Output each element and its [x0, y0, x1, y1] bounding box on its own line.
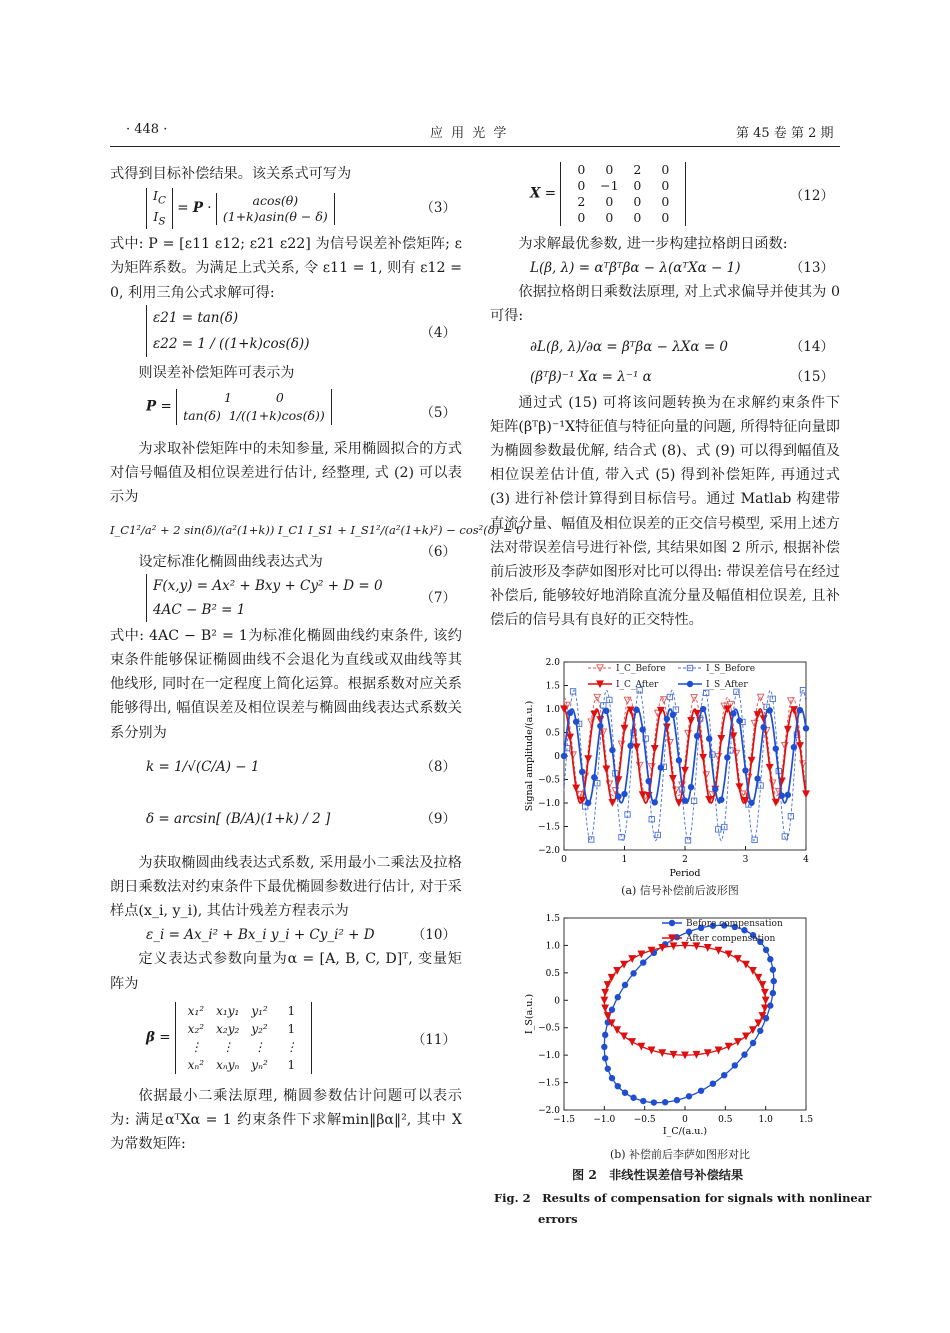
figure-a-caption: (a) 信号补偿前后波形图: [621, 884, 739, 897]
paragraph: 为求解最优参数, 进一步构建拉格朗日函数:: [518, 236, 788, 252]
data-point-I_S_After: [779, 792, 785, 798]
y-tick-label: −0.5: [538, 1023, 560, 1034]
header-rule: [110, 146, 840, 147]
legend-marker: [669, 920, 675, 926]
equation-number: （4）: [420, 324, 456, 341]
data-point-I_C_After: [621, 725, 627, 731]
data-point-Before compensation: [770, 990, 776, 996]
equation-number: （5）: [420, 405, 456, 422]
data-point-I_C_Before: [624, 697, 630, 703]
data-point-After compensation: [638, 951, 644, 957]
paragraph: 为求取补偿矩阵中的未知参量, 采用椭圆拟合的方式对信号幅值及相位误差进行估计, 经整理, 式 (2) 可以表示为: [110, 441, 462, 506]
equation-4b: ε22 = 1 / ((1+k)cos(δ)): [153, 335, 310, 352]
data-point-Before compensation: [771, 978, 777, 984]
data-point-Before compensation: [630, 970, 636, 976]
x-tick-label: 2: [682, 855, 688, 865]
data-point-I_S_After: [652, 799, 658, 805]
equation-6: I_C1²/a² + 2 sin(δ)/(a²(1+k)) I_C1 I_S1 + I_S1²/(a²(1+k)²) − cos²(δ) = 0 （6）: [110, 510, 462, 550]
data-point-Before compensation: [602, 1032, 608, 1038]
x-tick-label: 4: [803, 855, 809, 865]
data-point-Before compensation: [750, 1040, 756, 1046]
data-point-After compensation: [735, 956, 741, 962]
x-axis-label: Period: [669, 868, 701, 879]
equation-4: [110, 305, 462, 361]
equation-number: （8）: [420, 758, 456, 775]
legend-marker: [687, 681, 693, 687]
data-point-I_S_After: [785, 792, 791, 798]
data-point-I_C_Before: [661, 697, 667, 703]
data-point-I_C_After: [767, 764, 773, 770]
x-tick-label: −0.5: [633, 1115, 656, 1125]
y-tick-label: 0: [554, 996, 560, 1007]
issue-label: 第 45 卷 第 2 期: [736, 126, 834, 141]
data-point-Before compensation: [767, 956, 773, 962]
data-point-I_S_After: [579, 769, 585, 775]
paragraph: 为获取椭圆曲线表达式系数, 采用最小二乘法及拉格朗日乘数法对约束条件下最优椭圆参数进行估计, 对于采样点(x_i, y_i), 其估计残差方程表示为: [110, 854, 462, 920]
data-point-Before compensation: [651, 1099, 657, 1105]
data-point-I_S_After: [646, 778, 652, 784]
paragraph: 依据最小二乘法原理, 椭圆参数估计问题可以表示为: 满足αᵀXα = 1 约束条件下求解min‖βα‖², 其中 X 为常数矩阵:: [110, 1087, 462, 1153]
equation-10: ε_i = Ax_i² + Bx_i y_i + Cy_i² + D （10）: [110, 923, 462, 947]
data-point-I_S_After: [676, 757, 682, 763]
legend-label: I_C_After: [616, 680, 659, 690]
paragraph: 设定标准化椭圆曲线表达式为: [138, 553, 323, 570]
data-point-I_C_After: [718, 735, 724, 741]
data-point-I_S_After: [670, 712, 676, 718]
data-point-Before compensation: [674, 1097, 680, 1103]
figure-caption-cn: 图 2 非线性误差信号补偿结果: [572, 1168, 744, 1182]
equation-number: （12）: [789, 188, 834, 204]
data-point-Before compensation: [605, 1066, 611, 1072]
waveform-chart: [512, 652, 842, 880]
data-point-Before compensation: [602, 1055, 608, 1061]
data-point-I_S_After: [797, 707, 803, 713]
figure-b-caption: (b) 补偿前后李萨如图形对比: [609, 1148, 751, 1161]
data-point-I_C_After: [609, 799, 615, 805]
data-point-Before compensation: [662, 1099, 668, 1105]
data-point-I_S_After: [561, 753, 567, 759]
data-point-I_S_After: [603, 708, 609, 714]
data-point-After compensation: [762, 997, 768, 1003]
lissajous-chart: [512, 908, 842, 1144]
data-point-I_S_After: [718, 796, 724, 802]
y-axis-label: I_S(a.u.): [524, 993, 535, 1035]
data-point-I_S_After: [609, 747, 615, 753]
equation-7: [110, 574, 462, 624]
data-point-I_S_After: [621, 791, 627, 797]
data-point-I_S_After: [742, 767, 748, 773]
paragraph: 式中: 4AC − B² = 1为标准化椭圆曲线约束条件, 该约束条件能够保证椭圆曲线不会退化为直线或双曲线等其他线形, 同时在一定程度上简化运算。根据系数对应关系能够得出, 幅值误差及相位误差与椭圆曲线表达式系数关系分别为: [110, 627, 462, 741]
x-tick-label: −1.0: [593, 1115, 616, 1125]
data-point-I_S_After: [633, 707, 639, 713]
data-point-I_S_After: [591, 774, 597, 780]
data-point-Before compensation: [609, 1007, 615, 1013]
x-tick-label: 1.0: [758, 1115, 773, 1125]
data-point-After compensation: [638, 1043, 644, 1049]
data-point-I_C_After: [676, 800, 682, 806]
data-point-I_S_After: [730, 710, 736, 716]
data-point-Before compensation: [640, 1098, 646, 1104]
legend-label: Before compensation: [686, 919, 783, 929]
equation-4a: ε21 = tan(δ): [153, 309, 239, 326]
series-line-After compensation: [604, 945, 765, 1055]
data-point-I_S_After: [724, 754, 730, 760]
data-point-I_S_After: [791, 744, 797, 750]
x-tick-label: 1.5: [798, 1115, 814, 1125]
legend-label: I_S_After: [706, 680, 748, 690]
data-point-I_S_After: [573, 719, 579, 725]
data-point-Before compensation: [741, 1051, 747, 1057]
data-point-I_S_After: [760, 724, 766, 730]
paragraph: 式中: P = [ε11 ε12; ε21 ε22] 为信号误差补偿矩阵; ε 为矩阵系数。为满足上式关系, 令 ε11 = 1, 则有 ε12 = 0, 利用三角公式求解可得:: [110, 236, 462, 301]
data-point-I_C_After: [603, 766, 609, 772]
data-point-I_S_After: [688, 784, 694, 790]
data-point-I_S_After: [754, 775, 760, 781]
equation-8: k = 1/√(C/A) − 1 （8）: [110, 745, 462, 789]
y-tick-label: 0.5: [545, 728, 560, 739]
y-tick-label: −2.0: [538, 1106, 560, 1116]
data-point-I_S_After: [773, 745, 779, 751]
y-tick-label: −1.5: [538, 1078, 560, 1089]
data-point-I_S_After: [627, 743, 633, 749]
y-tick-label: 0.5: [545, 968, 560, 979]
data-point-I_S_After: [803, 725, 809, 731]
data-point-After compensation: [629, 956, 635, 962]
data-point-I_C_After: [803, 791, 809, 797]
equation-12: X = 0 0 2 0 0 −1 0 0 2 0 0 0 0 0 0 0 （12）: [530, 162, 834, 225]
y-axis-label: Signal amplitude/(a.u.): [524, 700, 535, 812]
x-tick-label: 1: [621, 855, 628, 865]
x-tick-label: 3: [742, 855, 749, 865]
data-point-I_C_After: [797, 743, 803, 749]
data-point-I_S_After: [736, 718, 742, 724]
data-point-I_S_After: [615, 793, 621, 799]
data-point-Before compensation: [640, 959, 646, 965]
journal-title: 应 用 光 学: [430, 126, 509, 141]
data-point-After compensation: [725, 951, 731, 957]
y-tick-label: 2.0: [545, 658, 560, 668]
data-point-I_C_After: [736, 784, 742, 790]
data-point-Before compensation: [622, 982, 628, 988]
x-tick-label: 0: [682, 1115, 688, 1125]
y-tick-label: −0.5: [538, 775, 560, 786]
equation-5: P = 1 0 tan(δ) 1/((1+k)cos(δ)) （5）: [110, 385, 462, 437]
data-point-After compensation: [762, 989, 768, 995]
equation-9: δ = arcsin[ (B/A)(1+k) / 2 ] （9）: [110, 789, 462, 851]
data-point-After compensation: [629, 1039, 635, 1045]
x-axis-label: I_C/(a.u.): [662, 1126, 708, 1137]
x-tick-label: 0: [561, 855, 567, 865]
data-point-Before compensation: [721, 1072, 727, 1078]
data-point-I_C_After: [585, 756, 591, 762]
data-point-I_C_After: [700, 754, 706, 760]
equation-number: （10）: [411, 927, 456, 944]
data-point-Before compensation: [763, 947, 769, 953]
data-point-I_S_After: [712, 786, 718, 792]
data-point-After compensation: [725, 1043, 731, 1049]
page-number: · 448 ·: [126, 122, 168, 137]
data-point-I_S_After: [700, 706, 706, 712]
equation-number: （7）: [420, 589, 456, 606]
equation-13: L(β, λ) = αᵀβᵀβα − λ(αᵀXα − 1) （13）: [490, 256, 840, 280]
data-point-Before compensation: [609, 1075, 615, 1081]
y-tick-label: 1.5: [545, 681, 560, 692]
data-point-I_S_After: [748, 800, 754, 806]
data-point-After compensation: [604, 982, 610, 988]
data-point-I_S_After: [694, 733, 700, 739]
right-column: [490, 162, 840, 633]
data-point-I_S_After: [682, 797, 688, 803]
data-point-Before compensation: [601, 1044, 607, 1050]
equation-15: (βᵀβ)⁻¹ Xα = λ⁻¹ α （15）: [490, 363, 840, 391]
paragraph: 通过式 (15) 可将该问题转换为在求解约束条件下矩阵(βᵀβ)⁻¹X特征值与特征向量的问题, 所得特征向量即为椭圆参数最优解, 结合式 (8)、式 (9) 可以得到幅值及相位误差估计值, 带入式 (5) 得到补偿矩阵, 再通过式 (3) 进行补偿计算得到目标信号。通过 Matlab 构建带直流分量、幅值及相位误差的正交信号模型, 采用上述方法对带误差信号进行补偿, 其结果如图 2 所示, 根据补偿前后波形及李萨如图形对比可以得出: 带误差信号在经过补偿后, 能够较好地消除直流分量及幅值相位误差, 且补偿后的信号具有良好的正交特性。: [490, 394, 840, 629]
equation-3: $I_C$ $I_S = P \cdot acos(\theta)$ (1+k)asin(θ − δ) （3）: [110, 186, 462, 232]
left-column: [110, 162, 524, 1156]
data-point-I_S_After: [567, 710, 573, 716]
equation-number: （11）: [411, 1031, 456, 1048]
legend-label: I_C_Before: [616, 664, 666, 674]
data-point-After compensation: [735, 1039, 741, 1045]
data-point-I_C_After: [652, 745, 658, 751]
data-point-Before compensation: [615, 994, 621, 1000]
data-point-After compensation: [715, 947, 721, 953]
equation-7a: F(x,y) = Ax² + Bxy + Cy² + D = 0: [153, 577, 383, 594]
data-point-I_C_After: [682, 767, 688, 773]
y-tick-label: 1.5: [545, 914, 560, 924]
data-point-After compensation: [608, 974, 614, 980]
data-point-Before compensation: [630, 1095, 636, 1101]
data-point-After compensation: [602, 1005, 608, 1011]
data-point-I_C_After: [688, 718, 694, 724]
equation-number: （14）: [789, 338, 834, 355]
y-tick-label: −2.0: [538, 846, 560, 856]
data-point-I_S_After: [597, 723, 603, 729]
data-point-Before compensation: [732, 1062, 738, 1068]
paragraph: 则误差补偿矩阵可表示为: [138, 364, 295, 381]
equation-14: ∂L(β, λ)/∂α = βᵀβα − λXα = 0 （14）: [490, 329, 840, 363]
paragraph: 定义表达式参数向量为α = [A, B, C, D]ᵀ, 变量矩阵为: [110, 951, 462, 992]
equation-number: （9）: [420, 810, 456, 827]
data-point-Before compensation: [757, 1028, 763, 1034]
data-point-Before compensation: [698, 1088, 704, 1094]
data-point-I_C_After: [748, 757, 754, 763]
data-point-I_S_After: [585, 800, 591, 806]
data-point-After compensation: [762, 1005, 768, 1011]
data-point-I_S_After: [639, 726, 645, 732]
y-tick-label: −1.0: [538, 1051, 560, 1062]
data-point-I_S_After: [658, 764, 664, 770]
data-point-Before compensation: [615, 1083, 621, 1089]
equation-number: （3）: [420, 200, 456, 217]
data-point-After compensation: [602, 989, 608, 995]
figure-caption-en-cont: errors: [538, 1212, 578, 1226]
equation-number: （15）: [789, 368, 834, 385]
x-tick-label: −1.5: [553, 1115, 575, 1125]
paragraph: 式得到目标补偿结果。该关系式可写为: [110, 166, 352, 182]
data-point-I_C_After: [670, 775, 676, 781]
figure-caption-en: Fig. 2 Results of compensation for signals with nonlinear: [494, 1191, 872, 1205]
series-line-Before compensation: [604, 925, 773, 1102]
data-point-After compensation: [601, 997, 607, 1003]
data-point-Before compensation: [710, 1080, 716, 1086]
data-point-Before compensation: [686, 1093, 692, 1099]
y-tick-label: 0: [554, 752, 560, 762]
data-point-I_S_After: [664, 716, 670, 722]
x-tick-label: 0.5: [718, 1115, 733, 1125]
data-point-I_C_After: [633, 744, 639, 750]
legend-label: After compensation: [686, 934, 776, 944]
data-point-After compensation: [755, 974, 761, 980]
data-point-I_C_After: [573, 785, 579, 791]
equation-7b: 4AC − B² = 1: [153, 601, 246, 618]
data-point-After compensation: [759, 982, 765, 988]
legend-label: I_S_Before: [706, 664, 756, 674]
y-tick-label: −1.5: [538, 822, 560, 833]
y-tick-label: 1.0: [545, 941, 560, 952]
y-tick-label: 1.0: [545, 705, 560, 715]
data-point-I_S_After: [706, 735, 712, 741]
y-tick-label: −1.0: [538, 799, 560, 809]
data-point-Before compensation: [622, 1090, 628, 1096]
equation-11: β = x₁² x₁y₁ y₁² 1 x₂² x₂y₂ y₂² 1 ⋮ ⋮ ⋮ ⋮ xₙ² xₙyₙ yₙ² 1 （11）: [146, 1003, 456, 1072]
equation-number: （6）: [420, 543, 456, 560]
data-point-Before compensation: [770, 967, 776, 973]
data-point-I_C_After: [785, 726, 791, 732]
data-point-I_S_After: [767, 707, 773, 713]
paragraph: 依据拉格朗日乘数法原理, 对上式求偏导并使其为 0 可得:: [490, 284, 840, 325]
equation-number: （13）: [789, 260, 834, 277]
